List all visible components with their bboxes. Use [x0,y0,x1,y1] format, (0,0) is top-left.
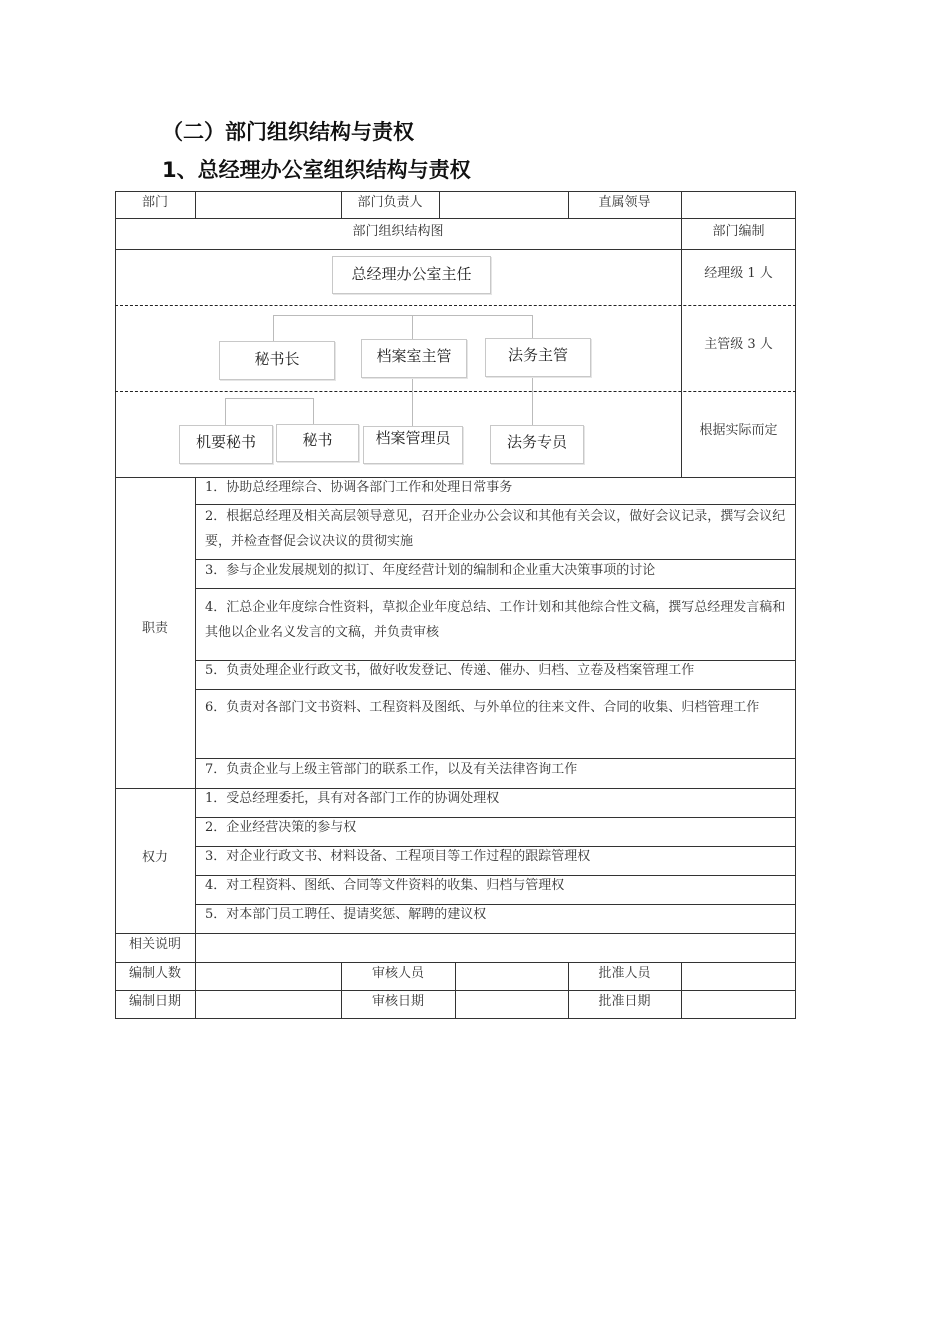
prepared-count-value[interactable] [196,963,341,990]
notes-label: 相关说明 [128,937,181,952]
section-heading: （二）部门组织结构与责权 [162,120,414,144]
staffing-manager-level: 经理级 1 人 [704,266,773,281]
duty-item: 7．负责企业与上级主管部门的联系工作，以及有关法律咨询工作 [205,762,578,777]
reviewer-label: 审核人员 [371,966,424,981]
dept-head-value[interactable] [440,192,568,218]
notes-value[interactable] [196,934,795,962]
power-item: 5．对本部门员工聘任、提请奖惩、解聘的建议权 [205,907,487,922]
responsibility-form [115,191,796,1019]
power-item: 4．对工程资料、图纸、合同等文件资料的收集、归档与管理权 [205,878,565,893]
staffing-staff-level: 根据实际而定 [699,423,778,438]
subsection-heading: 1、总经理办公室组织结构与责权 [162,158,471,182]
power-item: 1．受总经理委托，具有对各部门工作的协调处理权 [205,791,500,806]
staffing-label: 部门编制 [712,224,765,239]
approver-value[interactable] [682,963,795,990]
org-node-secretary-general: 秘书长 [219,341,335,380]
staffing-supervisor-level: 主管级 3 人 [704,337,773,352]
prepared-date-label: 编制日期 [128,994,181,1009]
duty-item: 5．负责处理企业行政文书，做好收发登记、传递、催办、归档、立卷及档案管理工作 [205,663,695,678]
power-item: 2．企业经营决策的参与权 [205,820,357,835]
prepared-date-value[interactable] [196,991,341,1018]
duty-item: 3．参与企业发展规划的拟订、年度经营计划的编制和企业重大决策事项的讨论 [205,563,656,578]
power-item: 3．对企业行政文书、材料设备、工程项目等工作过程的跟踪管理权 [205,849,591,864]
org-node-office-director: 总经理办公室主任 [332,256,491,294]
duty-item: 4．汇总企业年度综合性资料，草拟企业年度总结、工作计划和其他综合性文稿，撰写总经理发言稿和其他以企业名义发言的文稿，并负责审核 [205,600,786,640]
dept-value[interactable] [196,192,341,218]
duty-item: 2．根据总经理及相关高层领导意见，召开企业办公会议和其他有关会议，做好会议记录，撰写会议纪要，并检查督促会议决议的贯彻实施 [205,509,786,549]
powers-label: 权力 [141,850,168,865]
org-node-archive-supervisor: 档案室主管 [361,339,467,378]
duties-label: 职责 [141,621,168,636]
duty-item: 6．负责对各部门文书资料、工程资料及图纸、与外单位的往来文件、合同的收集、归档管理工作 [205,700,760,715]
prepared-count-label: 编制人数 [128,966,181,981]
direct-leader-value[interactable] [682,192,795,218]
org-chart-title: 部门组织结构图 [352,224,444,239]
approval-date-label: 批准日期 [598,994,651,1009]
org-node-secretary: 秘书 [276,424,359,462]
approval-date-value[interactable] [682,991,795,1018]
org-node-legal-supervisor: 法务主管 [485,338,591,377]
dept-label: 部门 [141,195,168,210]
duty-item: 1．协助总经理综合、协调各部门工作和处理日常事务 [205,480,513,495]
review-date-value[interactable] [456,991,568,1018]
approver-label: 批准人员 [598,966,651,981]
org-node-legal-specialist: 法务专员 [490,425,584,464]
review-date-label: 审核日期 [371,994,424,1009]
dept-head-label: 部门负责人 [357,195,423,210]
direct-leader-label: 直属领导 [598,195,651,210]
org-node-archive-clerk: 档案管理员 [363,426,463,464]
org-node-confidential-secretary: 机要秘书 [179,425,273,464]
reviewer-value[interactable] [456,963,568,990]
